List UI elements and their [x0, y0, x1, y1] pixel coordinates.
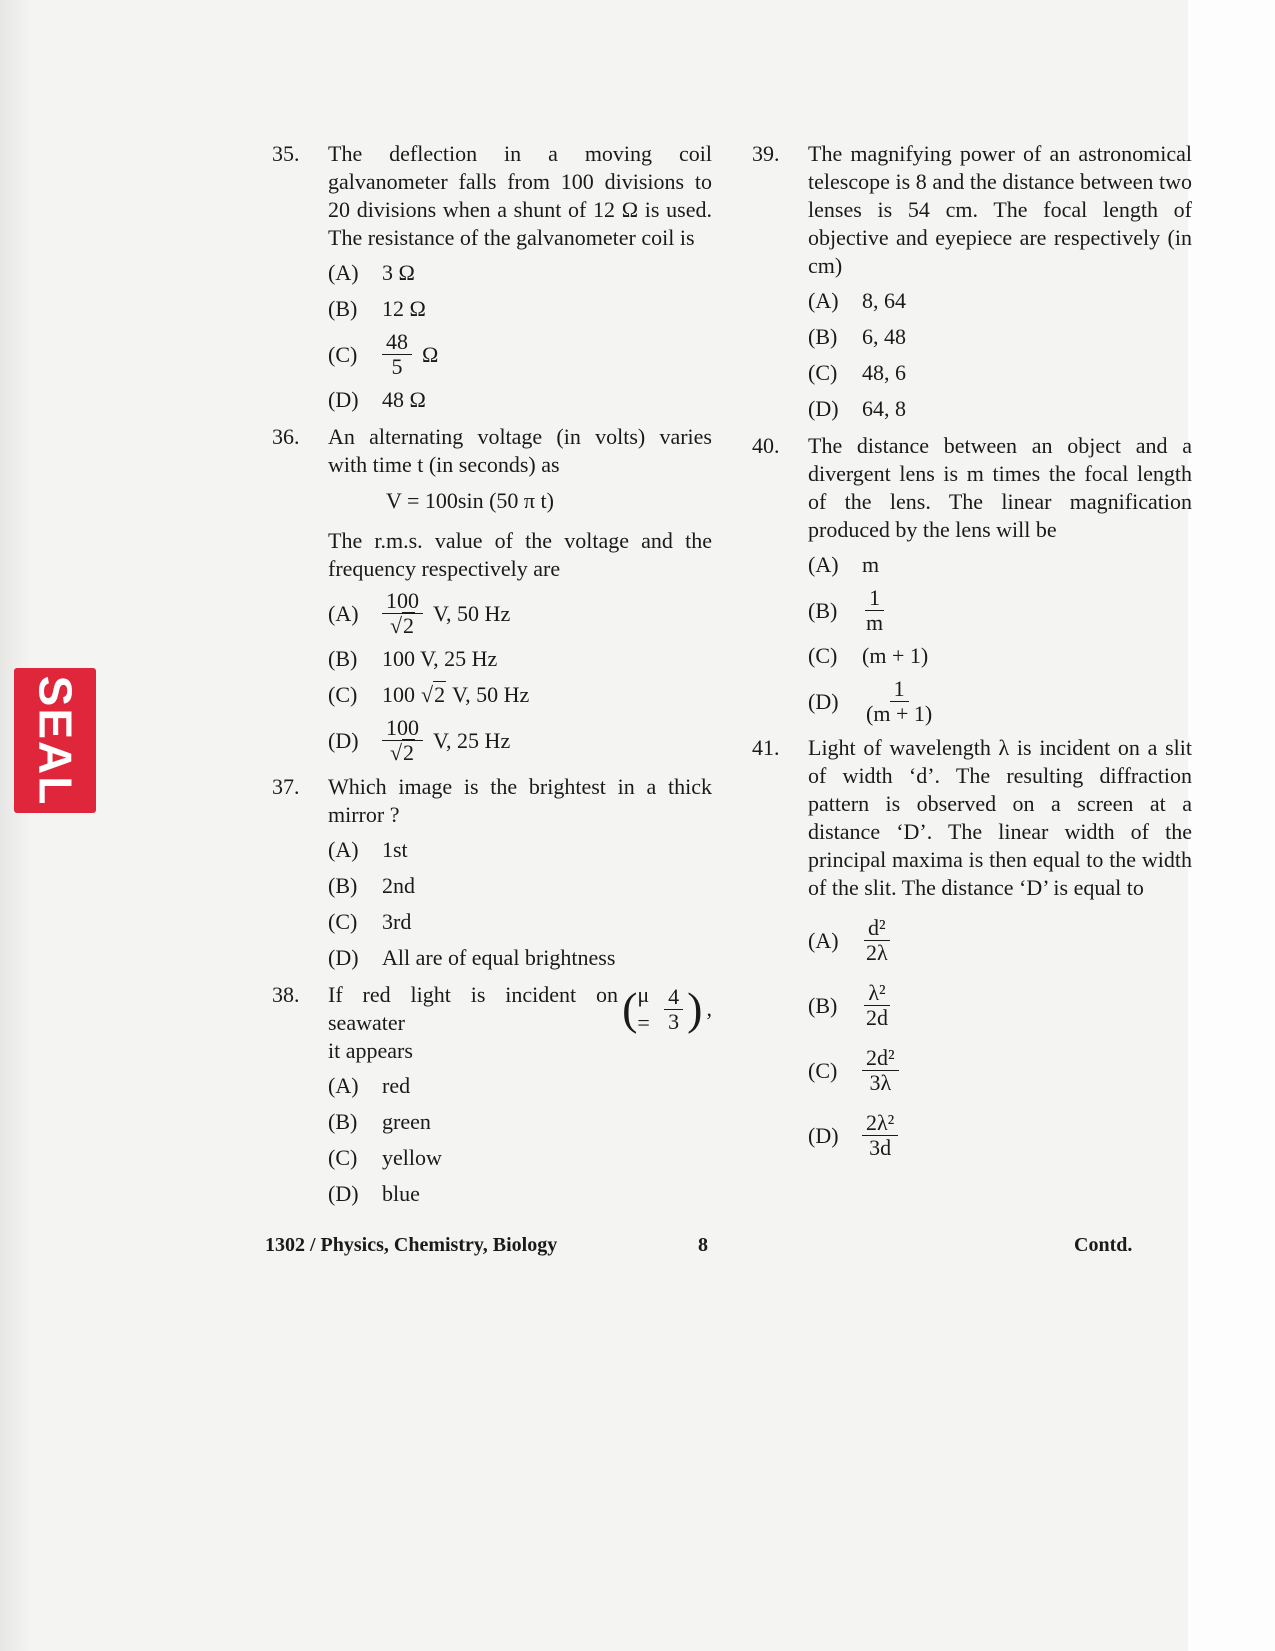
option-a: (A) $\frac{\text{d²}}{2\lambda}$ — [808, 916, 1192, 965]
option-d: (D) All are of equal brightness — [328, 945, 616, 970]
continued-label: Contd. — [1074, 1234, 1133, 1256]
option-a: (A) $\frac{100}{√2}$ V, 50 Hz — [328, 588, 511, 638]
fraction: $\frac{\text{λ²}}{2d}$ — [866, 980, 888, 1030]
option-c: (C) (m + 1) — [808, 643, 929, 668]
option-b: (B) green — [328, 1109, 431, 1134]
option-a: (A) red — [328, 1073, 411, 1098]
option-c: (C) yellow — [328, 1145, 442, 1170]
question-38 — [272, 981, 712, 1209]
question-number: 39. — [752, 141, 780, 166]
question-number: 35. — [272, 141, 300, 166]
option-b: (B) 100 V, 25 Hz — [328, 646, 498, 671]
question-number: 40. — [752, 433, 780, 458]
option-d: (D) 64, 8 — [808, 396, 906, 421]
question-stem-2: it appears — [328, 1038, 413, 1063]
refractive-index: ( μ = $\frac{4}{3}$ ) — [622, 982, 703, 1035]
fraction: $\frac{1}{(m + 1)}$ — [866, 676, 933, 726]
seal-stamp — [14, 668, 96, 813]
question-stem-2: The r.m.s. value of the voltage and the frequency respectively are — [328, 528, 712, 581]
option-c: (C) $\frac{48}{5}$ Ω — [328, 329, 439, 379]
fraction: $\frac{48}{5}$ — [382, 330, 412, 379]
left-column — [272, 140, 712, 1217]
seal-text: SEAL — [29, 675, 81, 806]
option-c: (C) 100 √2 V, 50 Hz — [328, 682, 530, 707]
question-number: 36. — [272, 424, 300, 449]
option-d: (D) blue — [328, 1181, 420, 1206]
option-a: (A) 1st — [328, 837, 408, 862]
fraction: $\frac{\text{2λ²}}{3d}$ — [862, 1111, 898, 1160]
fraction: $\frac{100}{√2}$ — [382, 716, 423, 765]
option-a: (A) 8, 64 — [808, 288, 906, 313]
option-d: (D) 48 Ω — [328, 387, 426, 412]
next-sheet-edge — [1188, 0, 1275, 1651]
page-number: 8 — [698, 1234, 708, 1256]
question-stem: An alternating voltage (in volts) varies with time t (in seconds) as — [328, 424, 712, 477]
question-stem: Light of wavelength λ is incident on a slit of width ‘d’. The resulting diffraction pattern is observed on a screen at a distance ‘D’. The linear width of the principal maxima is then equal to the width of the slit. The distance ‘D’ is equal to — [808, 735, 1192, 900]
option-a: (A) m — [808, 552, 880, 577]
question-41 — [752, 734, 1192, 1160]
fraction: $\frac{\text{d²}}{2\lambda}$ — [866, 915, 888, 965]
question-number: 41. — [752, 735, 780, 760]
question-39 — [752, 140, 1192, 424]
option-c: (C) 48, 6 — [808, 360, 906, 385]
option-b: (B) 6, 48 — [808, 324, 906, 349]
option-c: (C) $\frac{\text{2d²}}{3\lambda}$ — [808, 1046, 1192, 1095]
paper-code: 1302 / Physics, Chemistry, Biology — [265, 1234, 558, 1256]
right-column — [752, 140, 1192, 1168]
square-root: √2 — [421, 682, 446, 707]
option-b: (B) 12 Ω — [328, 296, 426, 321]
question-37 — [272, 773, 712, 973]
option-a: (A) 3 Ω — [328, 260, 415, 285]
option-b: (B) $\frac{\text{λ²}}{2d}$ — [808, 981, 1192, 1030]
option-b: (B) $\frac{1}{m}$ — [808, 586, 1192, 635]
option-b: (B) 2nd — [328, 873, 415, 898]
fraction: $\frac{\text{2d²}}{3\lambda}$ — [862, 1046, 899, 1095]
fraction: $\frac{1}{m}$ — [866, 585, 884, 635]
question-number: 37. — [272, 774, 300, 799]
option-d: (D) $\frac{\text{2λ²}}{3d}$ — [808, 1111, 1192, 1160]
question-35 — [272, 140, 712, 415]
question-stem: Which image is the brightest in a thick mirror ? — [328, 774, 712, 827]
question-stem: The distance between an object and a divergent lens is m times the focal length of the lens. The linear magnification produced by the lens will be — [808, 433, 1192, 542]
option-d: (D) $\frac{1}{(m + 1)}$ — [808, 677, 1192, 726]
question-stem: The deflection in a moving coil galvanometer falls from 100 divisions to 20 divisions when a shunt of 12 Ω is used. The resistance of the galvanometer coil is — [328, 141, 712, 250]
option-c: (C) 3rd — [328, 909, 412, 934]
question-stem: If red light is incident on seawater ( μ = $\frac{4}{3}$ ) , — [328, 982, 712, 1035]
option-d: (D) $\frac{100}{√2}$ V, 25 Hz — [328, 715, 511, 765]
question-number: 38. — [272, 982, 300, 1007]
question-stem: The magnifying power of an astronomical telescope is 8 and the distance between two lenses is 54 cm. The focal length of objective and eyepiece are respectively (in cm) — [808, 141, 1192, 278]
scan-shadow — [0, 0, 30, 1651]
equation: V = 100sin (50 π t) — [386, 488, 554, 513]
question-36 — [272, 423, 712, 765]
fraction: $\frac{100}{√2}$ — [382, 589, 423, 638]
question-40 — [752, 432, 1192, 726]
